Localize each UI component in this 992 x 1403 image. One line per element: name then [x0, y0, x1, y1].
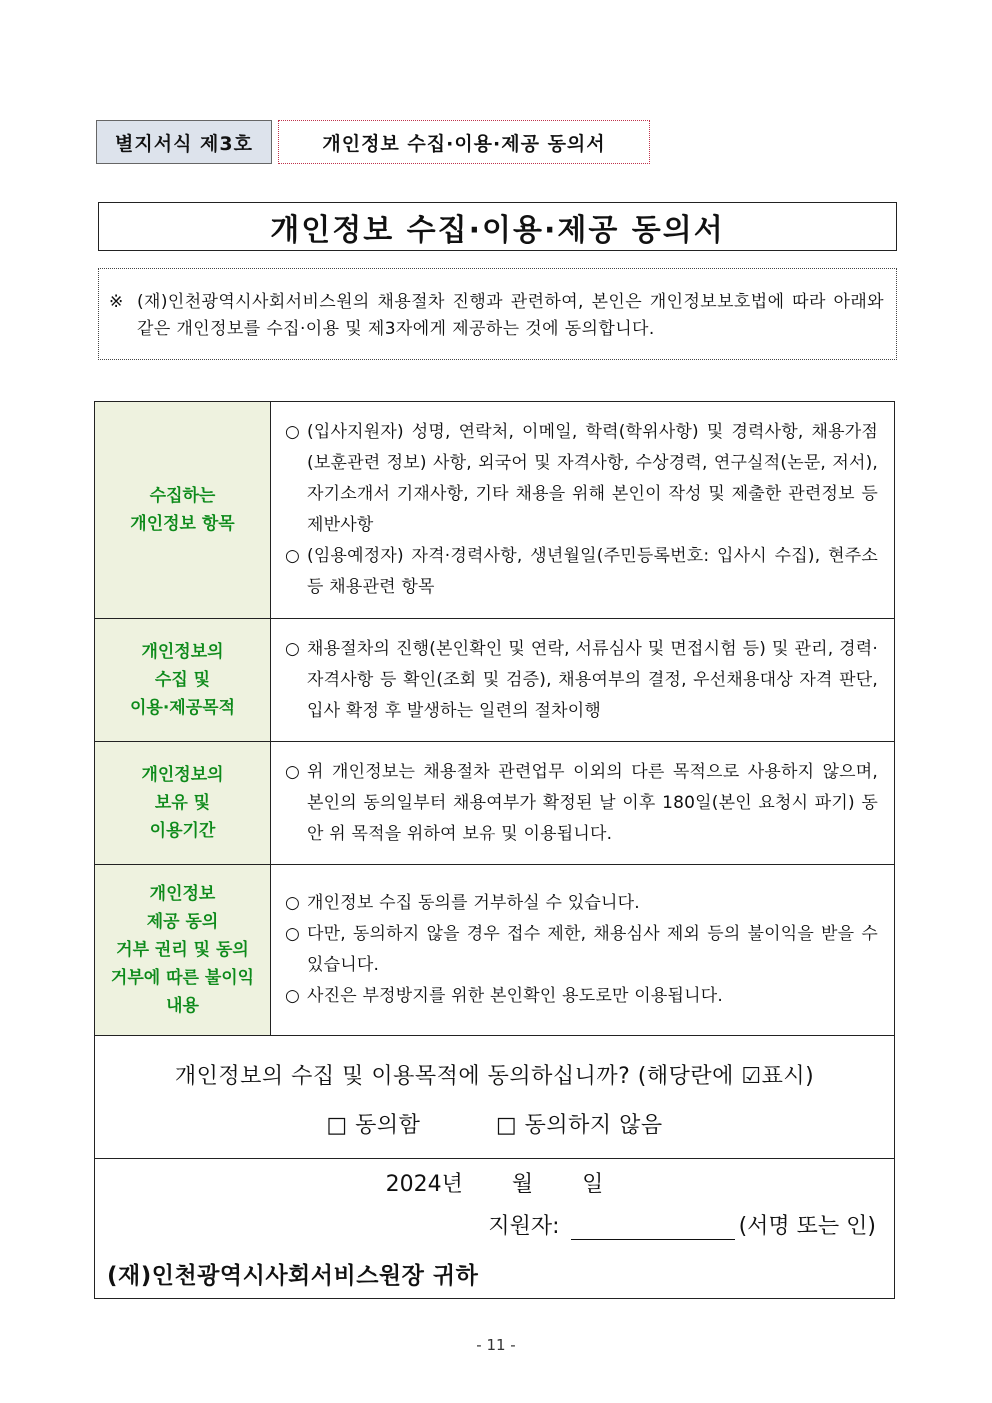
- date-day: 일: [582, 1172, 604, 1197]
- circle-bullet-icon: ○: [285, 761, 301, 782]
- circle-bullet-icon: ○: [285, 893, 301, 913]
- list-item-text: 채용절차의 진행(본인확인 및 연락, 서류심사 및 면접시험 등) 및 관리, 경력·자격사항 등 확인(조회 및 검증), 채용여부의 결정, 우선채용대상 자격 판단, 입사 확정 후 발생하는 일련의 절차이행: [307, 638, 878, 721]
- recipient-label: (재)인천광역시사회서비스원장 귀하: [107, 1263, 479, 1289]
- list-item: [285, 888, 878, 919]
- label-line: 거부 권리 및 동의: [116, 940, 249, 960]
- table-row: [95, 865, 895, 1036]
- signature-row: [95, 1159, 895, 1299]
- agreement-options: [95, 1108, 894, 1139]
- label-line: 이용·제공목적: [130, 698, 235, 718]
- page-title: 개인정보 수집·이용·제공 동의서: [98, 202, 897, 251]
- list-item: [285, 541, 878, 603]
- notice-box: [98, 268, 897, 360]
- date-line: [95, 1167, 894, 1198]
- date-year: 2024년: [385, 1172, 463, 1197]
- table-row: [95, 742, 895, 865]
- agreement-row: [95, 1036, 895, 1159]
- signature-field[interactable]: [571, 1217, 735, 1240]
- signature-cell: [95, 1159, 895, 1299]
- list-item: [285, 417, 878, 541]
- agree-checkbox[interactable]: □ 동의함: [326, 1113, 421, 1138]
- list-item: [285, 981, 878, 1012]
- disagree-checkbox[interactable]: □ 동의하지 않음: [495, 1113, 663, 1138]
- label-line: 수집 및: [154, 670, 211, 690]
- applicant-label: 지원자:: [488, 1214, 560, 1239]
- applicant-line: [488, 1209, 876, 1240]
- form-title-label: 개인정보 수집·이용·제공 동의서: [278, 120, 650, 164]
- label-line: 보유 및: [154, 793, 211, 813]
- label-line: 개인정보의: [141, 765, 224, 785]
- table-row: [95, 619, 895, 742]
- list-item: [285, 634, 878, 727]
- circle-bullet-icon: ○: [285, 638, 301, 659]
- signature-note: (서명 또는 인): [738, 1214, 876, 1239]
- list-item: [285, 919, 878, 981]
- circle-bullet-icon: ○: [285, 546, 301, 566]
- list-item-text: 개인정보 수집 동의를 거부하실 수 있습니다.: [307, 893, 640, 913]
- page-number: - 11 -: [476, 1336, 516, 1354]
- consent-table: [94, 401, 895, 1299]
- list-item-text: (임용예정자) 자격·경력사항, 생년월일(주민등록번호: 입사시 수집), 현주소 등 채용관련 항목: [307, 546, 878, 597]
- agreement-cell: [95, 1036, 895, 1159]
- row-label: [95, 619, 271, 742]
- circle-bullet-icon: ○: [285, 422, 301, 442]
- form-number-label: 별지서식 제3호: [96, 120, 272, 164]
- row-content: [271, 402, 895, 619]
- circle-bullet-icon: ○: [285, 986, 301, 1006]
- label-line: 수집하는: [149, 486, 216, 506]
- notice-text: (재)인천광역시사회서비스원의 채용절차 진행과 관련하여, 본인은 개인정보보호법에 따라 아래와 같은 개인정보를 수집·이용 및 제3자에게 제공하는 것에 동의합니다.: [137, 292, 884, 339]
- row-content: [271, 742, 895, 865]
- label-line: 거부에 따른 불이익: [110, 968, 255, 988]
- row-content: [271, 865, 895, 1036]
- label-line: 내용: [166, 996, 199, 1016]
- list-item: [285, 757, 878, 850]
- label-line: 개인정보 항목: [130, 514, 235, 534]
- date-month: 월: [511, 1172, 534, 1197]
- label-line: 개인정보의: [141, 642, 224, 662]
- list-item-text: 다만, 동의하지 않을 경우 접수 제한, 채용심사 제외 등의 불이익을 받을 수 있습니다.: [307, 924, 878, 975]
- reference-mark-icon: ※: [109, 292, 124, 312]
- agreement-question: 개인정보의 수집 및 이용목적에 동의하십니까? (해당란에 ☑표시): [174, 1064, 815, 1089]
- row-label: [95, 402, 271, 619]
- list-item-text: (입사지원자) 성명, 연락처, 이메일, 학력(학위사항) 및 경력사항, 채용가점(보훈관련 정보) 사항, 외국어 및 자격사항, 수상경력, 연구실적(논문, 저서), 자기소개서 기재사항, 기타 채용을 위해 본인이 작성 및 제출한 관련정보 등 제반사항: [307, 422, 878, 535]
- label-line: 개인정보: [149, 884, 216, 904]
- list-item-text: 위 개인정보는 채용절차 관련업무 이외의 다른 목적으로 사용하지 않으며, 본인의 동의일부터 채용여부가 확정된 날 이후 180일(본인 요청시 파기) 동안 위 목적을 위하여 보유 및 이용됩니다.: [307, 761, 878, 844]
- label-line: 이용기간: [149, 821, 216, 841]
- label-line: 제공 동의: [146, 912, 219, 932]
- row-content: [271, 619, 895, 742]
- circle-bullet-icon: ○: [285, 924, 301, 944]
- table-row: [95, 402, 895, 619]
- row-label: [95, 742, 271, 865]
- list-item-text: 사진은 부정방지를 위한 본인확인 용도로만 이용됩니다.: [307, 986, 723, 1006]
- row-label: [95, 865, 271, 1036]
